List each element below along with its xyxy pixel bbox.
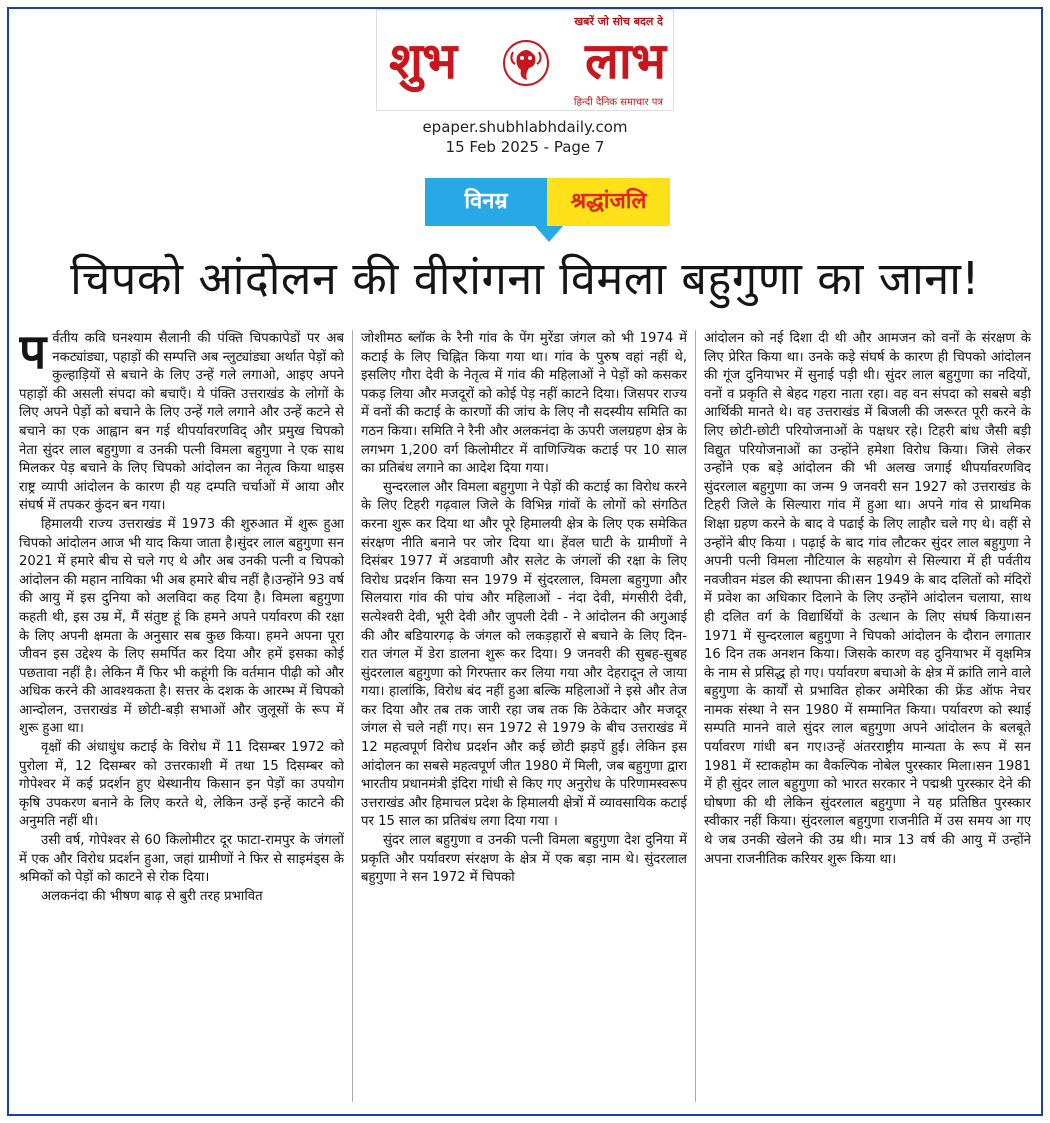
masthead-logo[interactable] <box>376 9 674 111</box>
article-paragraph: उसी वर्ष, गोपेश्वर से 60 किलोमीटर दूर फाटा-रामपुर के जंगलों में एक और विरोध प्रदर्शन हुआ, जहां ग्रामीणों ने फिर से साइमंड्स के श्रमिकों को पेड़ों को काटने से रोक दिया। <box>19 833 344 886</box>
logo-word-left: शुभ <box>389 31 457 90</box>
tribute-banner <box>425 178 670 226</box>
article-paragraph: वृक्षों की अंधाधुंध कटाई के विरोध में 11 दिसम्बर 1972 को पुरोला में, 12 दिसम्बर को उत्तरकाशी में तथा 15 दिसम्बर को गोपेश्वर में कई प्रदर्शन हुए थेस्थानीय किसान इन पेड़ों का उपयोग कृषि उपकरण बनाने के लिए करते थे, लेकिन उन्हें इन्हें काटने की अनुमति नहीं थी। <box>19 740 344 830</box>
column-divider <box>695 330 696 1102</box>
article-paragraph: अलकनंदा की भीषण बाढ़ से बुरी तरह प्रभावित <box>41 888 263 904</box>
logo-wordmark <box>385 30 667 92</box>
epaper-url[interactable]: epaper.shubhlabhdaily.com <box>422 118 628 136</box>
masthead-tagline: खबरें जो सोच बदल दे <box>574 15 663 28</box>
banner-label-right: श्रद्धांजलि <box>547 178 670 226</box>
ganesha-emblem-icon <box>501 38 551 88</box>
article-headline: चिपको आंदोलन की वीरांगना विमला बहुगुणा का जाना! <box>70 252 980 305</box>
article-paragraph: जोशीमठ ब्लॉक के रैनी गांव के पेंग मुरेंडा जंगल को भी 1974 में कटाई के लिए चिह्नित किया गया था। गांव के पुरुष वहां नहीं थे, इसलिए गौरा देवी के नेतृत्व में गांव की महिलाओं ने पेड़ों को कसकर पकड़ लिया और मजदूरों को कोई पेड़ नहीं काटने दिया। जिसपर राज्य में वनों की कटाई के कारणों की जांच के लिए नौ सदस्यीय समिति का गठन किया। समिति ने रैनी और अलकनंदा के ऊपरी जलग्रहण क्षेत्र के लगभग 1,200 वर्ग किलोमीटर में वाणिज्यिक कटाई पर 10 साल का प्रतिबंध लगाने का आदेश दिया गया। <box>361 331 687 477</box>
article-paragraph: आंदोलन को नई दिशा दी थी और आमजन को वनों के संरक्षण के लिए प्रेरित किया था। उनके कड़े संघर्ष के कारण ही चिपको आंदोलन की गूंज दुनियाभर में सुनाई पड़ी थी। सुंदर लाल बहुगुणा का नदियों, वनों व प्रकृति से बेहद गहरा नाता रहा। वह वन संपदा को सबसे बड़ी आर्थिकी मानते थे। वह उत्तराखंड में बिजली की जरूरत पूरी करने के लिए छोटी-छोटी परियोजनाओं के पक्षधर रहे। टिहरी बांध जैसी बड़ी विद्युत परियोजनाओं का उन्होंने हमेशा विरोध किया। जिसे लेकर उन्होंने एक बड़े आंदोलन की भी अलख जगाई थीपर्यावरणविद सुंदरलाल बहुगुणा का जन्म 9 जनवरी सन 1927 को उत्तराखंड के टिहरी जिले के सिल्यारा गांव में हुआ था। अपने गांव से प्राथमिक शिक्षा ग्रहण करने के बाद वे पढाई के लिए लाहौर चले गए थे। वहीं से उन्होंने बीए किया । पढ़ाई के बाद गांव लौटकर सुंदर लाल बहुगुणा ने अपनी पत्नी विमला नौटियाल के सहयोग से सिल्यारा में ही पर्वतीय नवजीवन मंडल की स्थापना की।सन 1949 के बाद दलितों को मंदिरों में प्रवेश का अधिकार दिलाने के लिए उन्होंने आंदोलन चलाया, साथ ही दलित वर्ग के विद्यार्थियों के उत्थान के लिए संघर्ष किया।सन 1971 में सुन्दरलाल बहुगुणा ने चिपको आंदोलन के दौरान लगातार 16 दिन तक अनशन किया। जिसके कारण वह दुनियाभर में वृक्षमित्र के नाम से प्रसिद्ध हो गए। पर्यावरण बचाओ के क्षेत्र में क्रांति लाने वाले बहुगुणा के कार्यों से प्रभावित होकर अमेरिका की फ्रेंड ऑफ नेचर नामक संस्था ने सन 1980 में सम्मानित किया। पर्यावरण को स्थाई सम्पति मानने वाले सुंदर लाल बहुगुणा अपने आंदोलन के बलबूते पर्यावरण गांधी बन गए।उन्हें अंतरराष्ट्रीय मान्यता के रूप में सन 1981 में स्टाकहोम का वैकल्पिक नोबेल पुरस्कार मिला।सन 1981 में ही सुंदर लाल बहुगुणा को भारत सरकार ने पद्मश्री पुरस्कार देने की घोषणा की थी लेकिन सुंदरलाल बहुगुणा ने यह प्रतिष्ठित पुरस्कार स्वीकार नहीं किया। सुंदरलाल बहुगुणा राजनीति में उस समय आ गए थे जब उनकी खेलने की उम्र थी। मात्र 13 वर्ष की आयु में उन्होंने अपना राजनीतिक करियर शुरू किया था। <box>704 331 1031 867</box>
banner-pointer <box>535 226 563 242</box>
drop-cap: प <box>19 330 47 380</box>
masthead-subline: हिन्दी दैनिक समाचार पत्र <box>573 97 663 108</box>
article-paragraph: सुन्दरलाल और विमला बहुगुणा ने पेड़ों की कटाई का विरोध करने के लिए टिहरी गढ़वाल जिले के विभिन्न गांवों के लोगों को संगठित करना शुरू कर दिया था और पूरे हिमालयी क्षेत्र के लिए एक समेकित संरक्षण नीति बनाने पर जोर दिया था। हेंवल घाटी के ग्रामीणों ने दिसंबर 1977 में अडवाणी और सलेट के जंगलों की रक्षा के लिए विरोध प्रदर्शन किया सन 1979 में सुंदरलाल, विमला बहुगुणा और सिलयारा गांव की पांच और महिलाओं - नंदा देवी, मंगसीरी देवी, सत्येश्वरी देवी, भूरी देवी और जुपली देवी - ने आंदोलन की अगुआई की और बडियारगढ़ के जंगल को लकड़हारों से बचाने के लिए दिन-रात जंगल में डेरा डालना शुरू कर दिया। 9 जनवरी की सुबह-सुबह सुंदरलाल बहुगुणा को गिरफ्तार कर लिया गया और देहरादून ले जाया गया। हालांकि, विरोध बंद नहीं हुआ बल्कि महिलाओं ने इसे और तेज कर दिया और तब तक जारी रहा जब तक कि ठेकेदार और मजदूर जंगल से चले नहीं गए। सन 1972 से 1979 के बीच उत्तराखंड में 12 महत्वपूर्ण विरोध प्रदर्शन और कई छोटी झड़पें हुईं। लेकिन इस आंदोलन का सबसे महत्वपूर्ण जीत 1980 में मिली, जब बहुगुणा द्वारा भारतीय प्रधानमंत्री इंदिरा गांधी से किए गए अनुरोध के परिणामस्वरूप उत्तराखंड और हिमाचल प्रदेश के हिमालयी क्षेत्रों में व्यावसायिक कटाई पर 15 साल का प्रतिबंध लगा दिया गया । <box>361 479 687 830</box>
column-divider <box>352 330 353 1102</box>
edition-date-page: 15 Feb 2025 - Page 7 <box>445 138 605 156</box>
article-paragraph: सुंदर लाल बहुगुणा व उनकी पत्नी विमला बहुगुणा देश दुनिया में प्रकृति और पर्यावरण संरक्षण के क्षेत्र में एक बड़ा नाम थे। सुंदरलाल बहुगुणा ने सन 1972 में चिपको <box>361 833 687 886</box>
logo-word-right: लाभ <box>585 31 665 90</box>
article-column-1 <box>19 330 344 1112</box>
article-paragraph: हिमालयी राज्य उत्तराखंड में 1973 की शुरुआत में शुरू हुआ चिपको आंदोलन आज भी याद किया जाता है।सुंदर लाल बहुगुणा सन 2021 में हमारे बीच से चले गए थे और अब उनकी पत्नी व चिपको आंदोलन की महान नायिका भी अब हमारे बीच नहीं है।उन्होंने 93 वर्ष की आयु में इस दुनिया को अलविदा कह दिया है। विमला बहुगुणा कहती थी, इस उम्र में, मैं संतुष्ट हूं कि हमने अपने पर्यावरण की रक्षा के लिए अपनी क्षमता के अनुसार सब कुछ किया। हमने अपना पूरा जीवन इस उद्देश्य के लिए समर्पित कर दिया और हमें इसका कोई पछतावा नहीं है। लेकिन मैं फिर भी कहूंगी कि वर्तमान पीढ़ी को और अधिक करने की आवश्यकता है। सत्तर के दशक के आरम्भ में चिपको आन्दोलन, उत्तराखंड में छोटी-बड़ी सभाओं और जुलूसों के रूप में शुरू हुआ था। <box>19 516 344 737</box>
article-column-2 <box>361 330 687 1112</box>
article-column-3 <box>704 330 1031 1112</box>
article-paragraph: पर्वतीय कवि घनश्याम सैलानी की पंक्ति चिपकापेडों पर अब नकट्यांड्या, पहाड़ों की सम्पत्ति अब न्लुट्यांड्या अर्थात पेड़ों को कुल्हाड़ियों से बचाने के लिए उन्हें गले लगाओ, आइए अपने पहाड़ों की असली संपदा को बचाएँ। ये पंक्ति उत्तराखंड के लोगों के लिए अपने पेड़ों को बचाने के लिए उन्हें गले लगाने और उन्हें कटने से बचाने का एक आह्वान बन गई थीपर्यावरणविद् और प्रमुख चिपको नेता सुंदर लाल बहुगुणा व उनकी पत्नी विमला बहुगुणा ने एक साथ मिलकर पेड़ बचाने के लिए चिपको आंदोलन का नेतृत्व किया थाइस राष्ट्र व्यापी आंदोलन के कारण ही यह दम्पति चर्चाओं में आया और संघर्ष में तपकर कुंदन बन गया। <box>19 330 344 514</box>
banner-label-left: विनम्र <box>425 178 547 226</box>
